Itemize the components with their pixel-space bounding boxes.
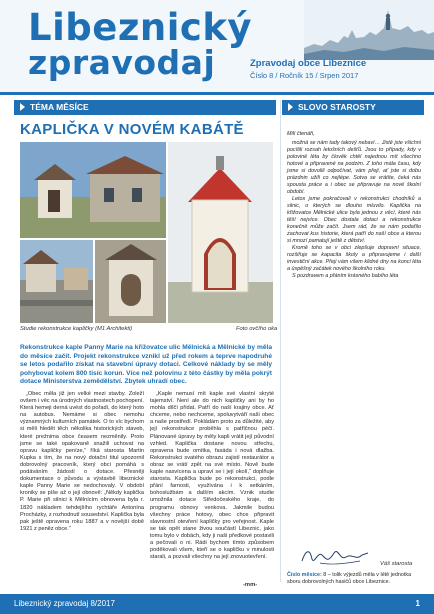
masthead-rule xyxy=(0,92,434,95)
footnote-text: 8 – tolik výjezdů měla v létě jednotka sboru dobrovolných hasičů obce Libeznice. xyxy=(287,572,412,585)
article-paragraph: „Obec měla již jen velké mezi stavby. Zoleží ovšem i věc na úrodných vlastnostech pochopení. Která hemeji derná uvést do pořadí, do který hoto na autobus. Nemáme si obec nemohu významných kulturních památek. O to víc bychom si měli hledět těch několika historických staveb, které prežnima obce čeasem nezměnily. Proto jsme se také opakovaně snažili uchovat na opravu kapličky peníze,“ říká starosta Martin Kupka s tím, že na nový dotační titul upozornil dobrovolný pracovník, který obci pomáhá s podáváním žádostí o dotace. Přesněji dokumentace o původu a výstavbě libeznické kaple Panny Marie se nedochovaly. V období kroniky se píše až o její obnově: „Někdy kaplička P. Marie při silnici k Mělnícím obnovena byla r. 1820 nákladem tehdejšího rychtáře Antonína Procházky, z rozhodnutí sousedství. Kaplička byla pak ještě opravena roku 1887 a v novější době 1921 z peněz obce.“ xyxy=(20,391,144,532)
closing-line: Váš starosta xyxy=(380,561,413,567)
photo-chapel-sky xyxy=(20,142,166,238)
photo-street-view xyxy=(20,240,93,323)
masthead-title-line1: Libeznický xyxy=(28,6,253,49)
editorial-paragraph: Kromě toho se v obci zlepšuje dopravní situace, rozšiřuje se kapacita školy a připravujeme i další investiční akce. Přeji vám všem klidné dny na konci léta a úspěšný začátek nového školního roku. xyxy=(287,245,421,272)
article-paragraph: „Kaple nemusí mít kaple své vlastní skryté tajemství. Není ale do nich kapličky ani by ho mohla dílčí přidat. Patří do naší krajiny obce. Ať chceme, nebo nechceme, spoluvytváří naši obec a naše prostředí. Pokládám proto za důležité, aby její rekonstrukce proběhla s patřičnou péčí. Plánované úpravy by měly kapli vrátit její původní vzhled. Kaplička dostane novou střechu, opravena bude omítka, fasáda i nová dlažba. Rekonstrukci svatého obrazu zajistí restaurátor a obraz se vrátí zpět na své místo. Nově bude kaple nasvícena a upraví se i její okolí,“ doplňuje starosta. Kaplička bude po rekonstrukci, podle přání farnosti, využívána i k setkáním, bohoslužbám a dalším akcím. Vznik studie umožnila dotace Středočeského kraje, do programu obnovy venkova. Jakmile budou všechny práce hotovy, obec chce připravit slavnostní otevření kapličky pro veřejnost. Kaple se tak opět stane živou součástí Libeznic, jako tomu bylo v dobách, kdy ji naši předkové postavili a pečovali o ni. Rádi bychom tímto způsobem poděkovali všem, kteří se o kapličku v minulosti starali, a pozvali všechny na její znovuotevření. xyxy=(150,391,274,561)
article-headline: KAPLIČKA V NOVÉM KABÁTĚ xyxy=(20,121,244,138)
footer-title: Libeznický zpravodaj 8/2017 xyxy=(14,599,115,608)
section-bar-theme xyxy=(14,100,276,115)
masthead-title-line2: zpravodaj xyxy=(28,43,216,82)
editorial-paragraph: S pozdravem a přáním krásného babího léta xyxy=(292,273,399,279)
article-lead: Rekonstrukce kaple Panny Marie na křižovatce ulic Mělnická a Mělnické by měla do měsíce začít. Projekt rekonstrukce vznikl už před rokem a teprve napodruhé se letos podařilo získat na stavební úpravy dotaci. Celkové náklady by se měly pohybovat kolem 800 tisíc korun. Více než polovinu z této částky by měla pokrýt dotace Ministerstva zemědělství. Zbytek uhradí obec. xyxy=(20,344,272,386)
photo-chapel-detail xyxy=(95,240,166,323)
section-bar-mayor xyxy=(282,100,424,115)
page-footer xyxy=(0,594,434,614)
editorial-greeting: Milí čtenáři, xyxy=(287,131,315,137)
chevron-right-icon xyxy=(288,103,293,111)
editorial-paragraph: Letos jsme pokračovali v rekonstrukci chodníků a silnic, o kterých se dlouho mluvilo. Kaplička na křižovatce Mělnické ulice byla jednou z věcí, které nás těší nejvíce. Obec dostala dotaci a rekonstrukce konečně může začít. Jsem rád, že se nám podařilo zachovat kus historie, která patří do naší obce a kterou si mnozí pamatují ještě z dětství. xyxy=(287,196,421,244)
masthead-subtitle: Zpravodaj obce Libeznice xyxy=(250,58,367,69)
author-mark: -mm- xyxy=(243,582,258,588)
masthead xyxy=(0,0,434,92)
article-body-col2 xyxy=(150,391,274,581)
photo-chapel-front xyxy=(168,142,273,323)
signature-image xyxy=(300,545,370,567)
village-skyline-illustration xyxy=(304,0,434,60)
chevron-right-icon xyxy=(20,103,25,111)
footnote-label: Číslo měsíce: xyxy=(287,572,322,578)
caption-study: Studie rekonstrukce kapličky (M1 Architekti) xyxy=(20,326,133,332)
section-label-theme: TÉMA MĚSÍCE xyxy=(30,102,89,112)
editorial-body xyxy=(287,131,421,280)
caption-photo: Foto ovčího oka xyxy=(236,326,278,332)
page-number: 1 xyxy=(415,599,420,608)
article-body-col1 xyxy=(20,391,144,581)
number-of-month xyxy=(287,572,421,586)
section-label-mayor: SLOVO STAROSTY xyxy=(298,102,376,112)
issue-info: Číslo 8 / Ročník 15 / Srpen 2017 xyxy=(250,71,359,80)
editorial-paragraph: možná se nám tady takový nebaví… Jistě jste všichni pocítili rozsah letošních dešťů. Jsou to případy, kdy v polovině léta by člověk chtěl najednou mít všechno hotové a připravené na podzim. Z toho mála času, kdy jsme si dovolili odpočívat, vám přeji, ať jste si dobu prázdnin užili co nejlépe. Sotva se vrátíte, čeká nás spousta práce a i obec se připravuje na nové školní období. xyxy=(287,140,421,195)
